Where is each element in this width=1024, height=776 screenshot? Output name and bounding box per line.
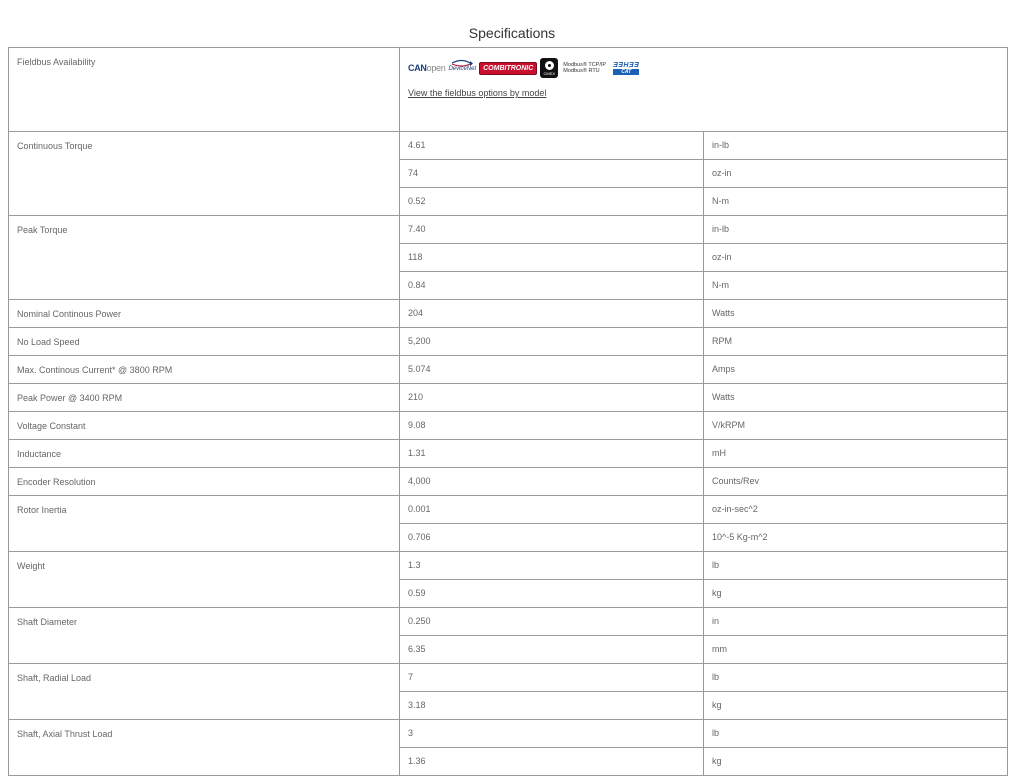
spec-value: 74 bbox=[400, 160, 704, 188]
spec-unit: RPM bbox=[704, 328, 1008, 356]
table-row bbox=[9, 328, 1008, 356]
spec-value: 0.84 bbox=[400, 272, 704, 300]
spec-unit: mH bbox=[704, 440, 1008, 468]
spec-value: 0.250 bbox=[400, 608, 704, 636]
spec-value: 118 bbox=[400, 244, 704, 272]
spec-value: 9.08 bbox=[400, 412, 704, 440]
spec-label: Peak Torque bbox=[9, 216, 400, 300]
table-row bbox=[9, 216, 1008, 244]
fieldbus-label: Fieldbus Availability bbox=[9, 48, 400, 132]
spec-unit: mm bbox=[704, 636, 1008, 664]
spec-unit: lb bbox=[704, 552, 1008, 580]
spec-unit: lb bbox=[704, 664, 1008, 692]
table-row bbox=[9, 720, 1008, 748]
spec-label: No Load Speed bbox=[9, 328, 400, 356]
spec-label: Shaft, Axial Thrust Load bbox=[9, 720, 400, 776]
specifications-table bbox=[8, 47, 1008, 776]
fieldbus-logos bbox=[408, 58, 999, 78]
spec-unit: oz-in-sec^2 bbox=[704, 496, 1008, 524]
spec-value: 4.61 bbox=[400, 132, 704, 160]
spec-label: Rotor Inertia bbox=[9, 496, 400, 552]
cmex-logo: CMEX bbox=[540, 58, 558, 78]
modbus-logo: Modbus® TCP/IP Modbus® RTU bbox=[563, 62, 607, 74]
spec-label: Peak Power @ 3400 RPM bbox=[9, 384, 400, 412]
spec-value: 210 bbox=[400, 384, 704, 412]
table-row bbox=[9, 496, 1008, 524]
spec-label: Encoder Resolution bbox=[9, 468, 400, 496]
spec-label: Nominal Continous Power bbox=[9, 300, 400, 328]
spec-unit: Amps bbox=[704, 356, 1008, 384]
spec-label: Max. Continous Current* @ 3800 RPM bbox=[9, 356, 400, 384]
spec-value: 3 bbox=[400, 720, 704, 748]
spec-unit: Watts bbox=[704, 384, 1008, 412]
spec-unit: Watts bbox=[704, 300, 1008, 328]
spec-unit: V/kRPM bbox=[704, 412, 1008, 440]
spec-value: 4,000 bbox=[400, 468, 704, 496]
spec-value: 0.52 bbox=[400, 188, 704, 216]
table-row bbox=[9, 412, 1008, 440]
spec-label: Inductance bbox=[9, 440, 400, 468]
table-row bbox=[9, 664, 1008, 692]
spec-unit: Counts/Rev bbox=[704, 468, 1008, 496]
spec-value: 6.35 bbox=[400, 636, 704, 664]
spec-unit: lb bbox=[704, 720, 1008, 748]
table-row bbox=[9, 384, 1008, 412]
spec-label: Shaft Diameter bbox=[9, 608, 400, 664]
spec-value: 5,200 bbox=[400, 328, 704, 356]
spec-unit: 10^-5 Kg-m^2 bbox=[704, 524, 1008, 552]
spec-unit: kg bbox=[704, 692, 1008, 720]
spec-unit: N-m bbox=[704, 188, 1008, 216]
table-row bbox=[9, 468, 1008, 496]
spec-value: 0.59 bbox=[400, 580, 704, 608]
spec-label: Shaft, Radial Load bbox=[9, 664, 400, 720]
spec-label: Continuous Torque bbox=[9, 132, 400, 216]
canopen-logo: CANopen bbox=[408, 63, 446, 73]
spec-value: 7.40 bbox=[400, 216, 704, 244]
table-row bbox=[9, 356, 1008, 384]
spec-unit: N-m bbox=[704, 272, 1008, 300]
spec-unit: oz-in bbox=[704, 160, 1008, 188]
spec-unit: in-lb bbox=[704, 132, 1008, 160]
combitronic-logo: COMBITRONIC bbox=[479, 62, 537, 75]
spec-value: 204 bbox=[400, 300, 704, 328]
spec-unit: in bbox=[704, 608, 1008, 636]
spec-value: 0.001 bbox=[400, 496, 704, 524]
spec-label: Voltage Constant bbox=[9, 412, 400, 440]
spec-unit: kg bbox=[704, 748, 1008, 776]
table-row bbox=[9, 440, 1008, 468]
devicenet-logo: DeviceNet bbox=[448, 61, 476, 75]
spec-label: Weight bbox=[9, 552, 400, 608]
spec-unit: oz-in bbox=[704, 244, 1008, 272]
fieldbus-options-link[interactable]: View the fieldbus options by model bbox=[408, 88, 547, 98]
table-row-fieldbus bbox=[9, 48, 1008, 132]
ethercat-logo: ƎƎHƎƎ CAT bbox=[613, 61, 640, 75]
spec-value: 1.3 bbox=[400, 552, 704, 580]
table-row bbox=[9, 132, 1008, 160]
fieldbus-cell bbox=[400, 48, 1008, 132]
table-row bbox=[9, 608, 1008, 636]
page-title: Specifications bbox=[468, 25, 556, 41]
spec-value: 7 bbox=[400, 664, 704, 692]
table-row bbox=[9, 552, 1008, 580]
spec-value: 0.706 bbox=[400, 524, 704, 552]
table-row bbox=[9, 300, 1008, 328]
spec-unit: kg bbox=[704, 580, 1008, 608]
spec-value: 1.36 bbox=[400, 748, 704, 776]
spec-value: 5.074 bbox=[400, 356, 704, 384]
spec-value: 1.31 bbox=[400, 440, 704, 468]
spec-unit: in-lb bbox=[704, 216, 1008, 244]
spec-value: 3.18 bbox=[400, 692, 704, 720]
